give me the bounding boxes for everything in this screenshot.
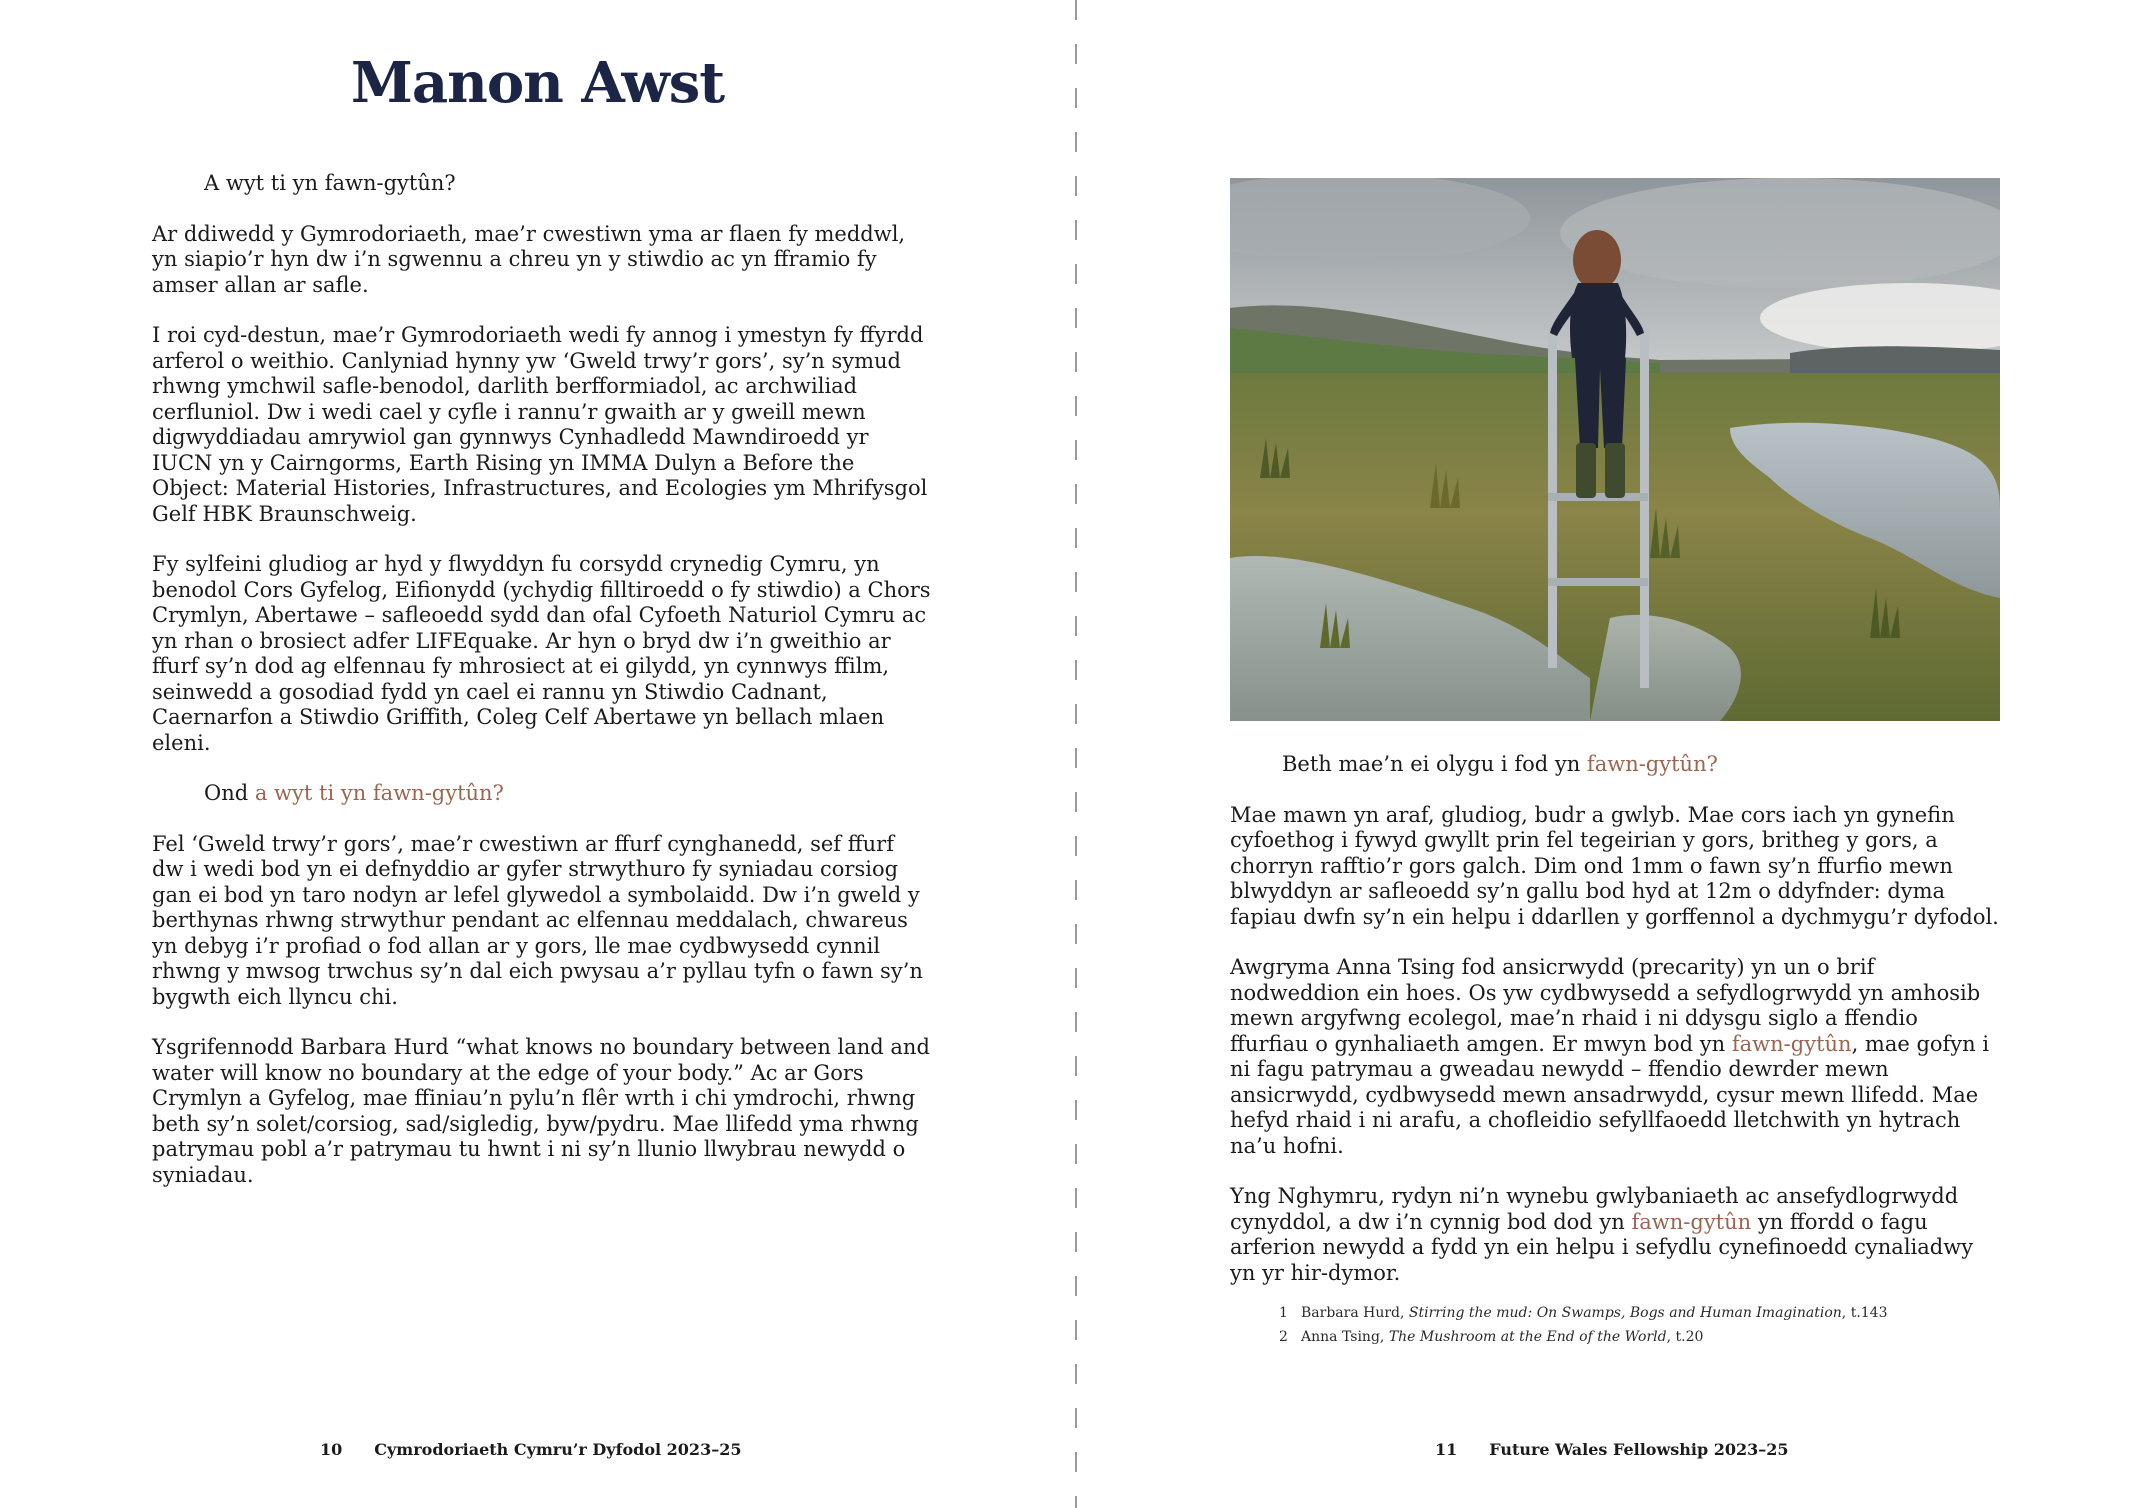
right-paragraph-2-b: , mae gofyn i ni fagu patrymau a gweadau newydd – ffendio dewrder mewn ansicrwydd, cydbwysedd mewn ansadrwydd, cysur mewn llifedd. Mae hefyd rhaid i ni arafu, a chofleidio sefyllfaoedd lletchwith yn hytrach na’u hofni. [1230, 1031, 1990, 1158]
footer-title-right: Future Wales Fellowship 2023–25 [1489, 1440, 1789, 1459]
second-question-lead: Ond [204, 781, 255, 805]
paragraph-5: Ysgrifennodd Barbara Hurd “what knows no boundary between land and water will know no boundary at the edge of your body.” Ac ar Gors Crymlyn a Gyfelog, mae ffiniau’n pylu’n flêr wrth i chi ymdrochi, rhwng beth sy’n solet/corsiog, sad/sigledig, byw/pydru. Mae llifedd yma rhwng patrymau pobl a’r patrymau tu hwnt i ni sy’n llunio llwybrau newydd o syniadau. [152, 1035, 930, 1187]
right-paragraph-3-b: yn ffordd o fagu arferion newydd a fydd yn ein helpu i sefydlu cynefinoedd cynaliadwy yn yr hir-dymor. [1230, 1209, 1974, 1285]
page-divider [1075, 0, 1077, 1508]
bog-photo [1230, 178, 2000, 721]
right-paragraph-3-a: Yng Nghymru, rydyn ni’n wynebu gwlybaniaeth ac ansefydlogrwydd cynyddol, a dw i’n cynnig bod dod yn [1230, 1184, 1959, 1234]
right-paragraph-3 [1230, 1184, 2002, 1286]
paragraph-2: I roi cyd-destun, mae’r Gymrodoriaeth wedi fy annog i ymestyn fy ffyrdd arferol o weithio. Canlyniad hynny yw ‘Gweld trwy’r gors’, sy’n symud rhwng ymchwil safle-benodol, darlith berfformiadol, ac archwiliad cerfluniol. Dw i wedi cael y cyfle i rannu’r gwaith ar y gweill mewn digwyddiadau amrywiol gan gynnwys Cynhadledd Mawndiroedd yr IUCN yn y Cairngorms, Earth Rising yn IMMA Dulyn a Before the Object: Material Histories, Infrastructures, and Ecologies ym Mhrifysgol Gelf HBK Braunschweig. [152, 323, 928, 526]
footnote-2 [1279, 1325, 1979, 1349]
right-question [1282, 752, 2002, 778]
footnote-work: Stirring the mud: On Swamps, Bogs and Human Imagination [1408, 1305, 1842, 1321]
page-number-right: 11 [1435, 1440, 1458, 1459]
right-paragraph-1: Mae mawn yn araf, gludiog, budr a gwlyb. Mae cors iach yn gynefin cyfoethog i fywyd gwyllt prin fel tegeirian y gors, britheg y gors, a chorryn rafftio’r gors galch. Dim ond 1mm o fawn sy’n ffurfio mewn blwyddyn ar safleoedd sy’n gallu bod hyd at 12m o ddyfnder: dyma fapiau dwfn sy’n ein helpu i ddarllen y gorffennol a dychmygu’r dyfodol. [1230, 802, 1999, 929]
footnote-number: 2 [1279, 1329, 1288, 1345]
right-paragraph-3-accent: fawn-gytûn [1631, 1209, 1752, 1234]
second-question [204, 781, 932, 807]
footnote-work: The Mushroom at the End of the World [1388, 1329, 1667, 1345]
footnote-author: Anna Tsing, [1301, 1329, 1389, 1345]
footnote-author: Barbara Hurd, [1301, 1305, 1409, 1321]
right-column [1230, 752, 2002, 1311]
opening-question: A wyt ti yn fawn-gytûn? [204, 171, 456, 195]
footer-left [320, 1440, 741, 1459]
paragraph-3: Fy sylfeini gludiog ar hyd y flwyddyn fu corsydd crynedig Cymru, yn benodol Cors Gyfelog, Eifionydd (ychydig filltiroedd o fy stiwdio) a Chors Crymlyn, Abertawe – safleoedd sydd dan ofal Cyfoeth Naturiol Cymru ac yn rhan o brosiect adfer LIFEquake. Ar hyn o bryd dw i’n gweithio ar ffurf sy’n dod ag elfennau fy mhrosiect at ei gilydd, yn cynnwys ffilm, seinwedd a gosodiad fydd yn cael ei rannu yn Stiwdio Cadnant, Caernarfon a Stiwdio Griffith, Coleg Celf Abertawe yn bellach mlaen eleni. [152, 552, 931, 755]
page-number-left: 10 [320, 1440, 343, 1459]
paragraph-4: Fel ‘Gweld trwy’r gors’, mae’r cwestiwn ar ffurf cynghanedd, sef ffurf dw i wedi bod yn ei defnyddio ar gyfer strwythuro fy syniadau corsiog gan ei bod yn taro nodyn ar lefel glywedol a symbolaidd. Dw i’n gweld y berthynas rhwng strwythur pendant ac elfennau meddalach, chwareus yn debyg i’r profiad o fod allan ar y gors, lle mae cydbwysedd cynnil rhwng y mwsog trwchus sy’n dal eich pwysau a’r pyllau tyfn o fawn sy’n bygwth eich llyncu chi. [152, 831, 923, 1009]
footer-title-left: Cymrodoriaeth Cymru’r Dyfodol 2023–25 [374, 1440, 742, 1459]
right-question-lead: Beth mae’n ei olygu i fod yn [1282, 752, 1587, 776]
left-column [152, 171, 932, 1213]
footnote-number: 1 [1279, 1305, 1288, 1321]
footnote-1 [1279, 1301, 1979, 1325]
footnotes [1279, 1301, 1979, 1349]
right-paragraph-2-a: Awgryma Anna Tsing fod ansicrwydd (precarity) yn un o brif nodweddion ein hoes. Os yw cydbwysedd a sefydlogrwydd yn amhosib mewn argyfwng ecolegol, mae’n rhaid i ni ddysgu siglo a ffendio ffurfiau o gynhaliaeth amgen. Er mwyn bod yn [1230, 955, 1981, 1056]
page-title: Manon Awst [350, 50, 725, 116]
right-paragraph-2-accent: fawn-gytûn [1731, 1031, 1852, 1056]
right-question-accent: fawn-gytûn? [1586, 752, 1718, 776]
footnote-ref: , t.143 [1841, 1305, 1888, 1321]
footnote-ref: , t.20 [1666, 1329, 1704, 1345]
paragraph-1: Ar ddiwedd y Gymrodoriaeth, mae’r cwestiwn yma ar flaen fy meddwl, yn siapio’r hyn dw i’n sgwennu a chreu yn y stiwdio ac yn fframio fy amser allan ar safle. [152, 221, 906, 297]
footer-right [1435, 1440, 1789, 1459]
right-paragraph-2 [1230, 955, 2002, 1159]
second-question-accent: a wyt ti yn fawn-gytûn? [254, 781, 504, 805]
